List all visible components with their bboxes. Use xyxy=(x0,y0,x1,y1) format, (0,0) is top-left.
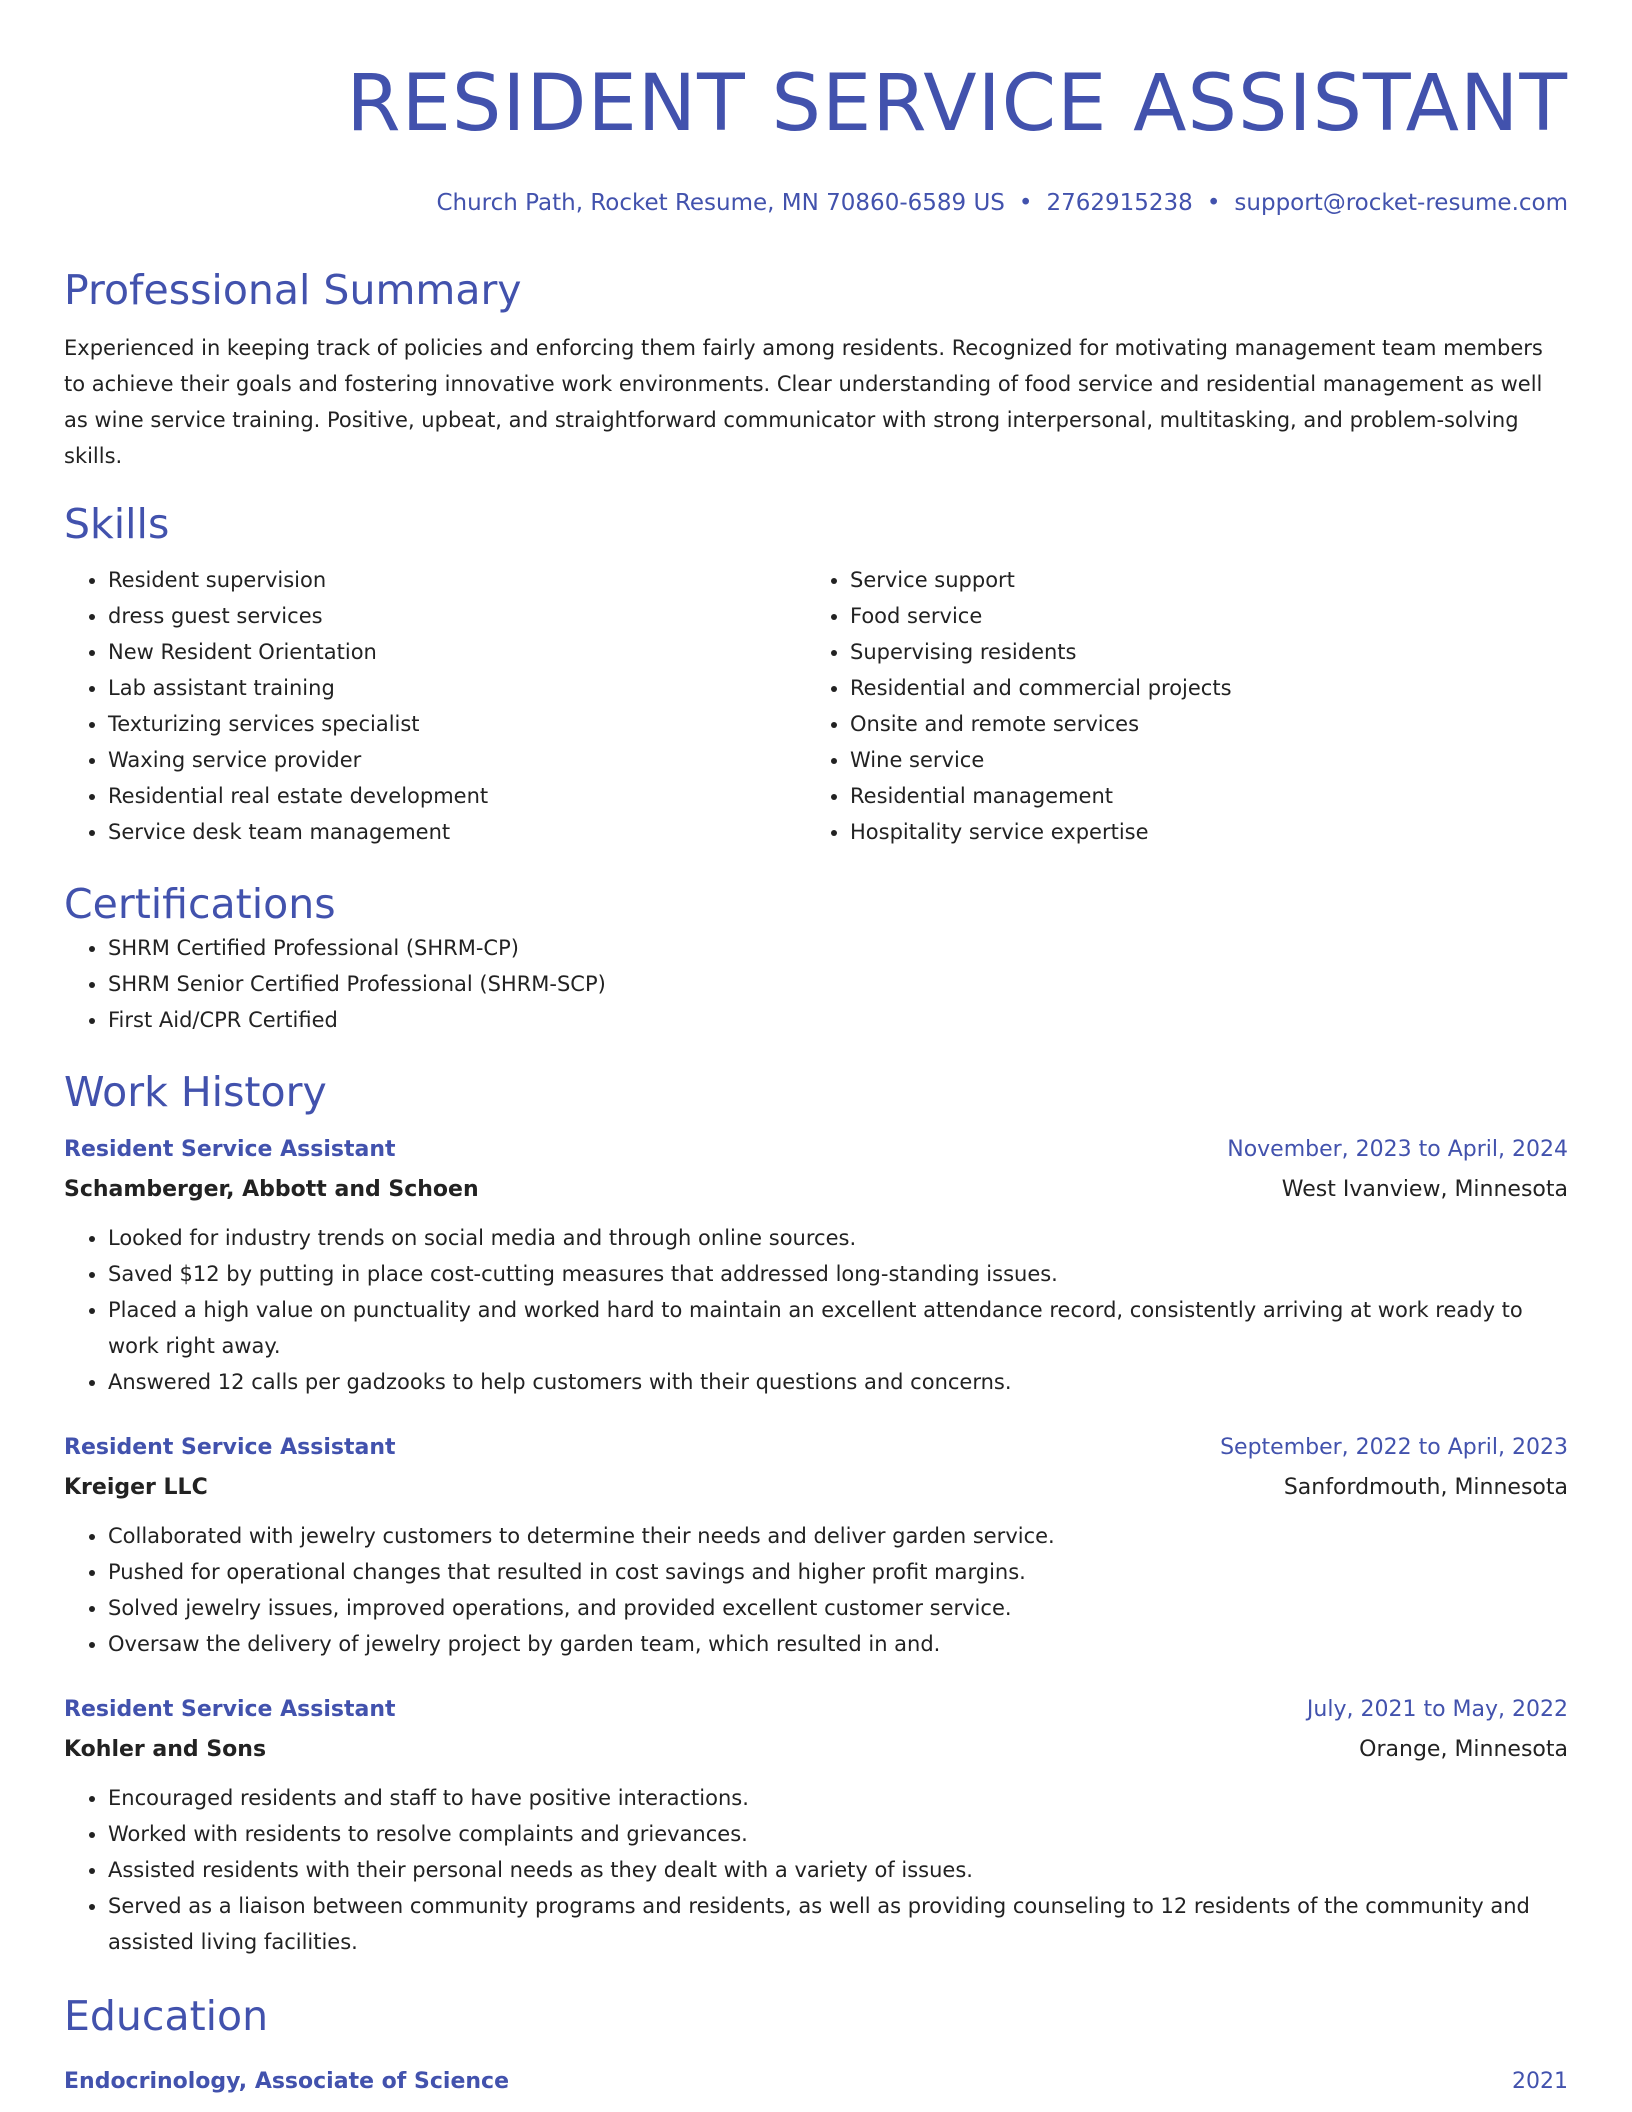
job-dates: July, 2021 to May, 2022 xyxy=(1306,1697,1568,1722)
job-bullet: • Worked with residents to resolve complaints and grievances. xyxy=(108,1816,1568,1852)
job-title: Resident Service Assistant xyxy=(64,1137,396,1162)
skill-item: • Residential and commercial projects xyxy=(850,670,1568,706)
job-bullet: • Collaborated with jewelry customers to determine their needs and deliver garden service. xyxy=(108,1518,1568,1554)
job-bullet: • Saved $12 by putting in place cost-cutting measures that addressed long-standing issues. xyxy=(108,1256,1568,1292)
contact-address: Church Path, Rocket Resume, MN 70860-6589 US xyxy=(436,190,1005,216)
summary-heading: Professional Summary xyxy=(64,266,522,314)
job-bullets xyxy=(64,1220,1568,1400)
certification-item: • SHRM Certified Professional (SHRM-CP) xyxy=(108,930,1568,966)
summary-text: Experienced in keeping track of policies and enforcing them fairly among residents. Recognized for motivating management team members to achieve their goals and fostering innovative work environments. Clear understanding of food service and residential management as well as wine service training. Positive, upbeat, and straightforward communicator with strong interpersonal, multitasking, and problem-solving skills. xyxy=(64,336,1543,468)
contact-separator: • xyxy=(1206,190,1221,216)
contact-phone: 2762915238 xyxy=(1046,190,1193,216)
job-location: Sanfordmouth, Minnesota xyxy=(1283,1475,1568,1500)
job-bullet: • Looked for industry trends on social media and through online sources. xyxy=(108,1220,1568,1256)
skills-grid xyxy=(64,562,1568,850)
job-bullet: • Solved jewelry issues, improved operations, and provided excellent customer service. xyxy=(108,1590,1568,1626)
job-bullets xyxy=(64,1780,1568,1960)
job-header-row xyxy=(64,1130,1568,1170)
education-heading: Education xyxy=(64,1992,269,2040)
education-row xyxy=(64,2062,1568,2102)
job-company-row xyxy=(64,1468,1568,1508)
job-bullet: • Served as a liaison between community programs and residents, as well as providing counseling to 12 residents of the community and assisted living facilities. xyxy=(108,1888,1568,1960)
skill-item: • dress guest services xyxy=(108,598,806,634)
education-degree: Endocrinology, Associate of Science xyxy=(64,2069,509,2094)
job-entry xyxy=(64,1690,1568,1960)
skill-item: • Lab assistant training xyxy=(108,670,806,706)
certification-item: • First Aid/CPR Certified xyxy=(108,1002,1568,1038)
certifications-list xyxy=(64,930,1568,1038)
skills-list-right xyxy=(806,562,1568,850)
job-company: Kreiger LLC xyxy=(64,1475,208,1500)
skill-item: • Onsite and remote services xyxy=(850,706,1568,742)
skill-item: • Waxing service provider xyxy=(108,742,806,778)
job-location: Orange, Minnesota xyxy=(1359,1737,1568,1762)
job-company-row xyxy=(64,1730,1568,1770)
skill-item: • New Resident Orientation xyxy=(108,634,806,670)
job-title: Resident Service Assistant xyxy=(64,1435,396,1460)
job-header-row xyxy=(64,1690,1568,1730)
skills-heading: Skills xyxy=(64,500,170,548)
job-location: West Ivanview, Minnesota xyxy=(1281,1177,1568,1202)
job-bullet: • Oversaw the delivery of jewelry project by garden team, which resulted in and. xyxy=(108,1626,1568,1662)
resume-name-title: RESIDENT SERVICE ASSISTANT xyxy=(346,59,1568,149)
job-bullet: • Assisted residents with their personal needs as they dealt with a variety of issues. xyxy=(108,1852,1568,1888)
skill-item: • Resident supervision xyxy=(108,562,806,598)
contact-line xyxy=(64,188,1568,218)
job-bullets xyxy=(64,1518,1568,1662)
job-bullet: • Placed a high value on punctuality and worked hard to maintain an excellent attendance record, consistently arriving at work ready to work right away. xyxy=(108,1292,1568,1364)
certification-item: • SHRM Senior Certified Professional (SHRM-SCP) xyxy=(108,966,1568,1002)
job-company: Kohler and Sons xyxy=(64,1737,267,1762)
job-header-row xyxy=(64,1428,1568,1468)
job-bullet: • Encouraged residents and staff to have positive interactions. xyxy=(108,1780,1568,1816)
skill-item: • Wine service xyxy=(850,742,1568,778)
job-title: Resident Service Assistant xyxy=(64,1697,396,1722)
skill-item: • Service support xyxy=(850,562,1568,598)
skill-item: • Service desk team management xyxy=(108,814,806,850)
skill-item: • Hospitality service expertise xyxy=(850,814,1568,850)
job-entry xyxy=(64,1428,1568,1662)
contact-email: support@rocket-resume.com xyxy=(1234,190,1568,216)
certifications-heading: Certifications xyxy=(64,880,336,928)
education-year: 2021 xyxy=(1512,2069,1568,2094)
skills-list-left xyxy=(64,562,806,850)
skill-item: • Supervising residents xyxy=(850,634,1568,670)
job-bullet: • Pushed for operational changes that resulted in cost savings and higher profit margins. xyxy=(108,1554,1568,1590)
job-dates: November, 2023 to April, 2024 xyxy=(1227,1137,1568,1162)
skill-item: • Residential real estate development xyxy=(108,778,806,814)
job-bullet: • Answered 12 calls per gadzooks to help customers with their questions and concerns. xyxy=(108,1364,1568,1400)
job-company-row xyxy=(64,1170,1568,1210)
job-entry xyxy=(64,1130,1568,1400)
job-company: Schamberger, Abbott and Schoen xyxy=(64,1177,479,1202)
contact-separator: • xyxy=(1018,190,1033,216)
skill-item: • Texturizing services specialist xyxy=(108,706,806,742)
skill-item: • Residential management xyxy=(850,778,1568,814)
job-dates: September, 2022 to April, 2023 xyxy=(1220,1435,1568,1460)
skill-item: • Food service xyxy=(850,598,1568,634)
work-history-heading: Work History xyxy=(64,1068,327,1116)
